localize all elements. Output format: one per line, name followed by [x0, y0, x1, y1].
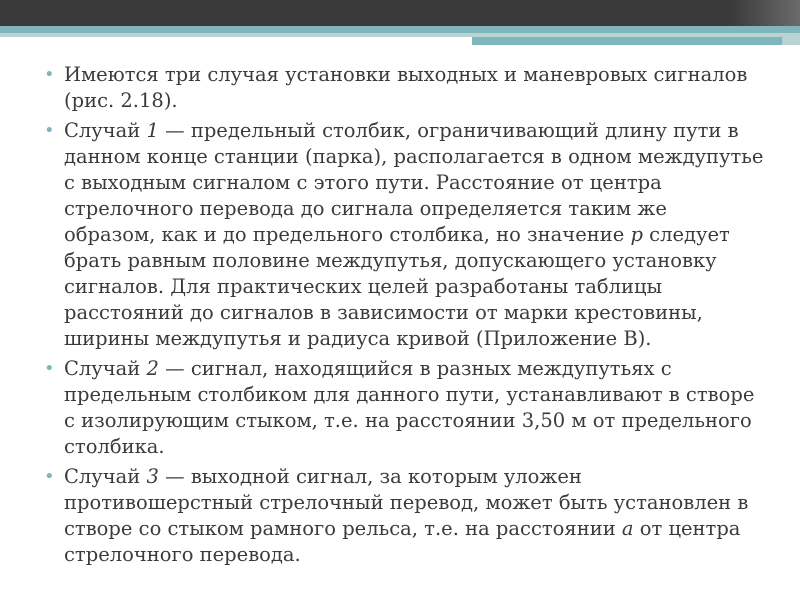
accent-stripe [0, 26, 800, 33]
header-band [0, 0, 800, 26]
bullet-text: — выходной сигнал, за которым уложен противошерстный стрелочный перевод, может быть установлен в створе со стыком рамного рельса, т.е. на расстоянии [64, 465, 749, 540]
bullet-icon: • [44, 120, 55, 141]
bullet-text: от центра стрелочного перевода. [64, 517, 741, 566]
case-number: 3 [146, 465, 159, 488]
bullet-text: следует брать равным половине междупутья, допускающего установку сигналов. Для практических целей разработаны таблицы расстояний до сигналов в зависимости от марки крестовины, ширины междупутья и радиуса кривой (Приложение В). [64, 223, 730, 350]
slide-body [44, 62, 764, 572]
variable-a: а [621, 517, 634, 540]
case-number: 1 [146, 119, 159, 142]
bullet-icon: • [44, 466, 55, 487]
case-number: 2 [146, 357, 159, 380]
bullet-item [44, 356, 764, 460]
bullet-text: — сигнал, находящийся в разных междупутьях с предельным столбиком для данного пути, устанавливают в створе с изолирующим стыком, т.е. на расстоянии 3,50 м от предельного столбика. [64, 357, 755, 458]
accent-stripe-short [472, 37, 782, 45]
bullet-icon: • [44, 358, 55, 379]
bullet-text: Имеются три случая установки выходных и маневровых сигналов (рис. 2.18). [64, 63, 748, 112]
bullet-text: — предельный столбик, ограничивающий длину пути в данном конце станции (парка), располагается в одном междупутье с выходным сигналом с этого пути. Расстояние от центра стрелочного перевода до сигнала определяется таким же образом, как и до предельного столбика, но значение [64, 119, 764, 246]
variable-p: р [630, 223, 643, 246]
bullet-text: Случай [64, 465, 147, 488]
bullet-icon: • [44, 64, 55, 85]
bullet-item [44, 62, 764, 114]
bullet-item [44, 464, 764, 568]
bullet-text: Случай [64, 119, 147, 142]
bullet-text: Случай [64, 357, 147, 380]
bullet-item [44, 118, 764, 352]
bullet-list [44, 62, 764, 568]
